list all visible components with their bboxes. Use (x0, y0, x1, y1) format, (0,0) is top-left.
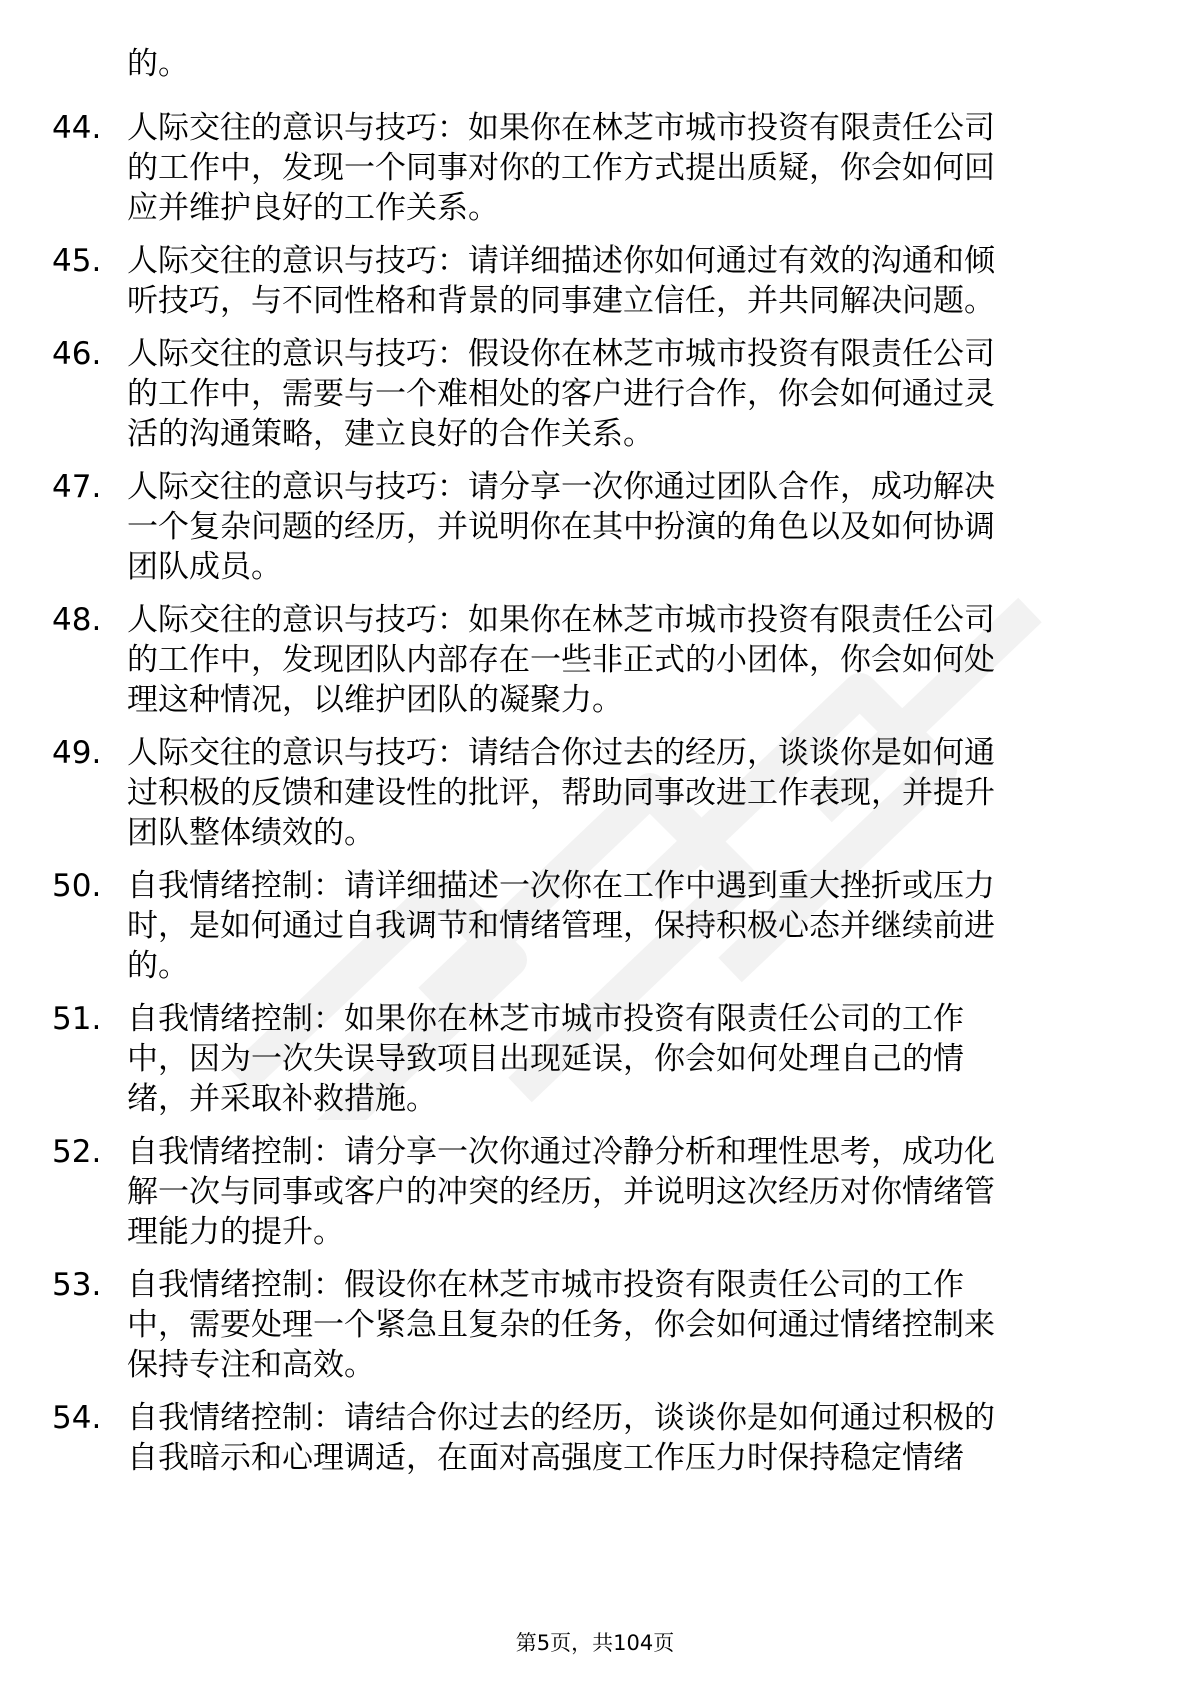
question-text-line: 听技巧，与不同性格和背景的同事建立信任，并共同解决问题。 (127, 283, 995, 319)
question-number: 45. (52, 243, 102, 279)
question-number: 46. (52, 336, 102, 372)
question-text-line: 的工作中，发现团队内部存在一些非正式的小团体，你会如何处 (127, 642, 995, 678)
question-text-line: 的。 (127, 948, 189, 984)
question-number: 44. (52, 110, 102, 146)
question-number: 49. (52, 735, 102, 771)
question-text-line: 理能力的提升。 (127, 1214, 344, 1250)
question-text-line: 活的沟通策略，建立良好的合作关系。 (127, 416, 654, 452)
question-number: 53. (52, 1267, 102, 1303)
question-number: 48. (52, 602, 102, 638)
question-text-line: 自我暗示和心理调适，在面对高强度工作压力时保持稳定情绪 (127, 1440, 964, 1476)
question-text-line: 自我情绪控制：如果你在林芝市城市投资有限责任公司的工作 (127, 1001, 964, 1037)
question-text-line: 解一次与同事或客户的冲突的经历，并说明这次经历对你情绪管 (127, 1174, 995, 1210)
question-text-line: 人际交往的意识与技巧：请结合你过去的经历，谈谈你是如何通 (127, 735, 995, 771)
question-text-line: 人际交往的意识与技巧：请分享一次你通过团队合作，成功解决 (127, 469, 995, 505)
question-text-line: 人际交往的意识与技巧：假设你在林芝市城市投资有限责任公司 (127, 336, 995, 372)
question-text-line: 中，因为一次失误导致项目出现延误，你会如何处理自己的情 (127, 1041, 964, 1077)
question-text-line: 自我情绪控制：假设你在林芝市城市投资有限责任公司的工作 (127, 1267, 964, 1303)
question-text-line: 人际交往的意识与技巧：如果你在林芝市城市投资有限责任公司 (127, 110, 995, 146)
question-number: 51. (52, 1001, 102, 1037)
question-text-line: 保持专注和高效。 (127, 1347, 375, 1383)
question-text-line: 团队整体绩效的。 (127, 815, 375, 851)
question-text-line: 应并维护良好的工作关系。 (127, 190, 499, 226)
question-text-line: 绪，并采取补救措施。 (127, 1081, 437, 1117)
question-text-line: 中，需要处理一个紧急且复杂的任务，你会如何通过情绪控制来 (127, 1307, 995, 1343)
page-footer: 第5页，共104页 (515, 1631, 675, 1655)
question-text-line: 过积极的反馈和建设性的批评，帮助同事改进工作表现，并提升 (127, 775, 995, 811)
question-text-line: 一个复杂问题的经历，并说明你在其中扮演的角色以及如何协调 (127, 509, 995, 545)
question-number: 50. (52, 868, 102, 904)
question-text-line: 时，是如何通过自我调节和情绪管理，保持积极心态并继续前进 (127, 908, 995, 944)
continuation-text: 的。 (127, 46, 189, 82)
question-text-line: 自我情绪控制：请详细描述一次你在工作中遇到重大挫折或压力 (127, 868, 995, 904)
question-text-line: 人际交往的意识与技巧：请详细描述你如何通过有效的沟通和倾 (127, 243, 995, 279)
question-number: 52. (52, 1134, 102, 1170)
question-number: 54. (52, 1400, 102, 1436)
question-text-line: 的工作中，需要与一个难相处的客户进行合作，你会如何通过灵 (127, 376, 995, 412)
question-text-line: 的工作中，发现一个同事对你的工作方式提出质疑，你会如何回 (127, 150, 995, 186)
question-text-line: 自我情绪控制：请结合你过去的经历，谈谈你是如何通过积极的 (127, 1400, 995, 1436)
question-number: 47. (52, 469, 102, 505)
question-text-line: 理这种情况，以维护团队的凝聚力。 (127, 682, 623, 718)
question-text-line: 团队成员。 (127, 549, 282, 585)
question-text-line: 自我情绪控制：请分享一次你通过冷静分析和理性思考，成功化 (127, 1134, 995, 1170)
question-text-line: 人际交往的意识与技巧：如果你在林芝市城市投资有限责任公司 (127, 602, 995, 638)
